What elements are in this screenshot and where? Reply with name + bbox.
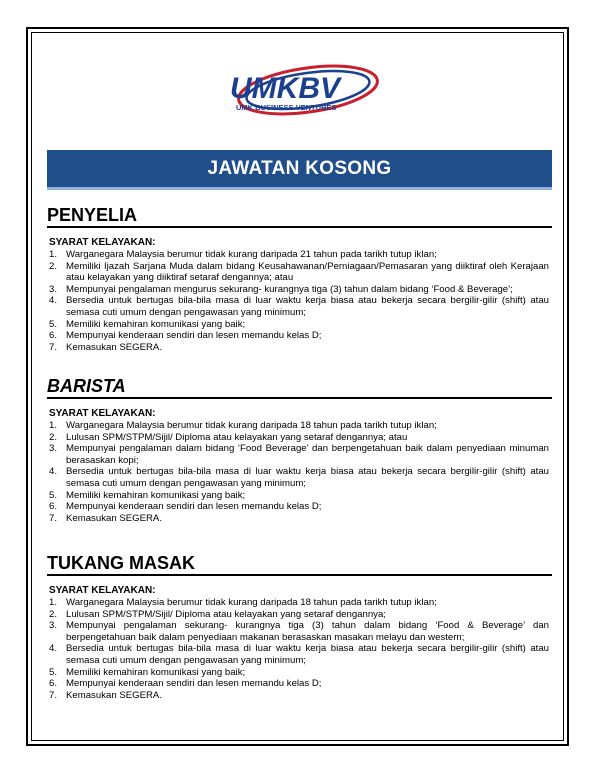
- section-title: TUKANG MASAK: [47, 553, 552, 576]
- list-item: 4. Bersedia untuk bertugas bila-bila masa di luar waktu kerja biasa atau bekerja secara bergilir-gilir (shift) atau semasa cuti umum dengan pengawasan yang minimum;: [49, 295, 549, 318]
- list-item: 7. Kemasukan SEGERA.: [49, 341, 162, 353]
- list-item: 6. Mempunyai kenderaan sendiri dan lesen memandu kelas D;: [49, 330, 322, 342]
- list-item: 2. Memiliki Ijazah Sarjana Muda dalam bidang Keusahawanan/Perniagaan/Pemasaran yang diiktiraf oleh Kerajaan atau kelayakan yang diiktiraf setaraf dengannya; atau: [49, 260, 549, 284]
- title-banner: [47, 150, 552, 190]
- list-item: 6. Mempunyai kenderaan sendiri dan lesen memandu kelas D;: [49, 678, 322, 690]
- list-item: 7. Kemasukan SEGERA.: [49, 512, 162, 524]
- section-barista: [47, 376, 557, 524]
- list-item: 3. Mempunyai pengalaman sekurang- kurangnya tiga (3) tahun dalam bidang ‘Food & Beverage’ dan berpengetahuan baik dalam penyediaan makanan berasaskan masakan melayu dan western;: [49, 620, 549, 643]
- list-item: 4. Bersedia untuk bertugas bila-bila masa di luar waktu kerja biasa atau bekerja secara bergilir-gilir (shift) atau semasa cuti umum dengan pengawasan yang minimum;: [49, 466, 549, 489]
- section-title: PENYELIA: [47, 205, 552, 228]
- section-tukang-masak: [47, 553, 557, 701]
- list-item: 1. Warganegara Malaysia berumur tidak kurang daripada 18 tahun pada tarikh tutup iklan;: [49, 597, 437, 608]
- requirements-list: [47, 597, 557, 701]
- banner-title: JAWATAN KOSONG: [207, 157, 392, 179]
- list-item: 5. Memiliki kemahiran komunikasi yang baik;: [49, 489, 246, 501]
- list-item: 5. Memiliki kemahiran komunikasi yang baik;: [49, 318, 246, 330]
- list-item: 1. Warganegara Malaysia berumur tidak kurang daripada 18 tahun pada tarikh tutup iklan;: [49, 420, 437, 431]
- section-title: BARISTA: [47, 376, 552, 399]
- list-item: 2. Lulusan SPM/STPM/Sijil/ Diploma atau kelayakan yang setaraf dengannya;: [49, 608, 386, 620]
- requirements-title: SYARAT KELAYAKAN:: [49, 408, 156, 419]
- list-item: 6. Mempunyai kenderaan sendiri dan lesen memandu kelas D;: [49, 501, 322, 513]
- list-item: 3. Mempunyai pengalaman dalam bidang ‘Food Beverage’ dan berpengetahuan baik dalam penyediaan minuman berasaskan kopi;: [49, 443, 549, 466]
- list-item: 2. Lulusan SPM/STPM/Sijil/ Diploma atau kelayakan yang setaraf dengannya; atau: [49, 431, 408, 443]
- list-item: 5. Memiliki kemahiran komunikasi yang baik;: [49, 666, 246, 678]
- requirements-list: [47, 249, 557, 353]
- umkbv-logo: [222, 52, 382, 124]
- list-item: 7. Kemasukan SEGERA.: [49, 689, 162, 701]
- list-item: 4. Bersedia untuk bertugas bila-bila masa di luar waktu kerja biasa atau bekerja secara bergilir-gilir (shift) atau semasa cuti umum dengan pengawasan yang minimum;: [49, 643, 549, 666]
- section-penyelia: [47, 205, 557, 353]
- requirements-title: SYARAT KELAYAKAN:: [49, 585, 156, 596]
- requirements-list: [47, 420, 557, 524]
- logo-text: UMKBV: [230, 72, 340, 105]
- logo-subtitle: UMK BUSINESS VENTURES: [236, 103, 337, 112]
- list-item: 1. Warganegara Malaysia berumur tidak kurang daripada 21 tahun pada tarikh tutup iklan;: [49, 249, 437, 260]
- list-item: 3. Mempunyai pengalaman mengurus sekurang- kurangnya tiga (3) tahun dalam bidang ‘Food & Beverage’;: [49, 283, 513, 295]
- requirements-title: SYARAT KELAYAKAN:: [49, 237, 156, 248]
